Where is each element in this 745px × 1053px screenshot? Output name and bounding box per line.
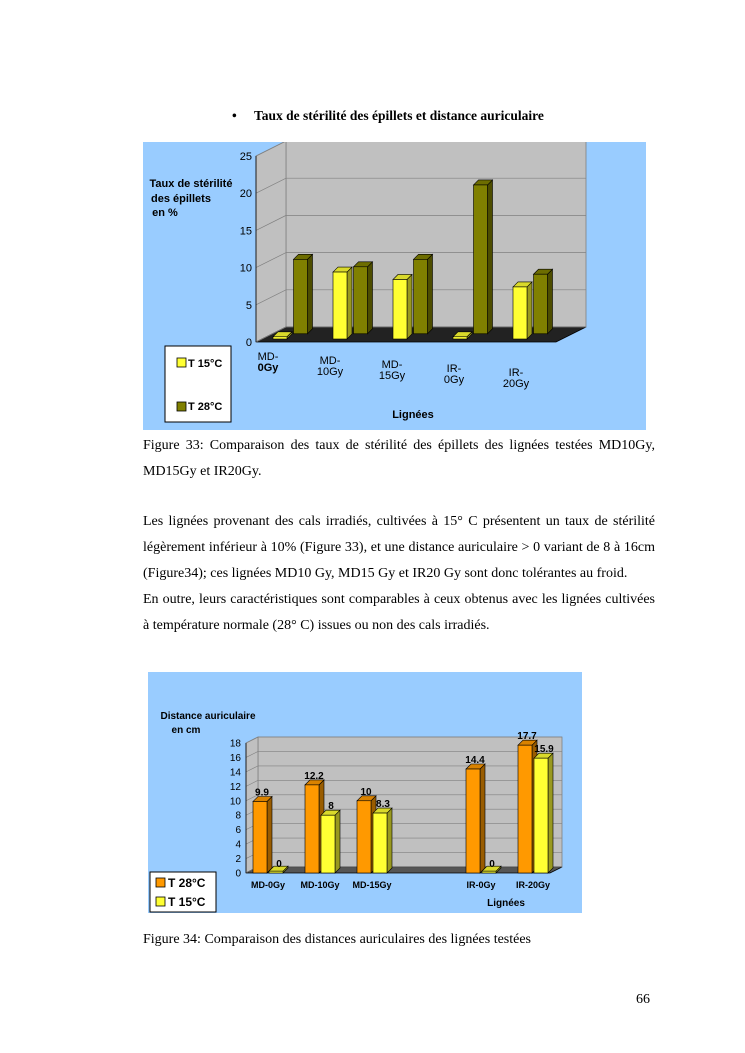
xtick-label: IR-0Gy — [466, 880, 496, 890]
chart-sterility-xlabel: Lignées — [392, 409, 434, 421]
bar-T 15°C-IR-20Gy — [534, 753, 553, 873]
paragraph-2: En outre, leurs caractéristiques sont comparables à ceux obtenus avec les lignées cultivées à température normale (28° C) issues ou non des cals irradiés. — [143, 592, 655, 633]
legend-label-28: T 28°C — [168, 876, 206, 890]
data-label: 8.3 — [376, 799, 390, 811]
xtick-label: 20Gy — [502, 378, 530, 390]
ytick-label: 10 — [239, 262, 252, 275]
ytick-label: 18 — [229, 738, 241, 750]
chart-sterility-ylabel-3: en % — [152, 207, 178, 219]
bar-T 15°C-MD-10Gy — [321, 810, 340, 873]
data-label: 0 — [276, 859, 282, 870]
chart-sterility-ylabel-1: Taux de stérilité — [149, 178, 233, 190]
chart-sterility — [143, 142, 646, 430]
data-label: 9.9 — [255, 787, 269, 799]
ytick-label: 2 — [235, 854, 241, 866]
page-number: 66 — [636, 992, 650, 1007]
legend-swatch-15 — [177, 358, 186, 367]
xtick-label: 10Gy — [316, 366, 344, 378]
side-wall — [256, 142, 286, 342]
ytick-label: 12 — [229, 781, 241, 793]
data-label: 17.7 — [517, 731, 537, 743]
legend-swatch-28 — [177, 402, 186, 411]
xtick-label: 15Gy — [378, 370, 406, 382]
bar-T 28°C-MD-15Gy — [414, 254, 433, 333]
ytick-label: 8 — [235, 810, 241, 822]
chart-auricle-xlabel: Lignées — [487, 898, 525, 909]
xtick-label: MD- — [319, 355, 341, 367]
legend-label-28: T 28°C — [188, 401, 223, 413]
xtick-label: MD-15Gy — [352, 880, 392, 890]
section-heading — [232, 108, 544, 124]
figure-34-caption: Figure 34: Comparaison des distances auriculaires des lignées testées — [143, 932, 532, 947]
xtick-label: MD-0Gy — [250, 880, 286, 890]
floor — [246, 867, 562, 873]
ytick-label: 25 — [239, 151, 252, 163]
bar-T 28°C-MD-10Gy — [354, 262, 373, 334]
chart-sterility-ylabel-2: des épillets — [151, 193, 211, 205]
xtick-label: MD- — [257, 351, 279, 363]
data-label: 10 — [360, 786, 372, 798]
data-label: 15.9 — [534, 744, 554, 756]
figure-33-caption: Figure 33: Comparaison des taux de stérilité des épillets des lignées testées MD10Gy, MD15Gy et IR20Gy. — [143, 438, 655, 479]
xtick-label: IR-20Gy — [515, 880, 551, 890]
xtick-label: 0Gy — [443, 374, 465, 386]
chart-auricle-legend — [150, 872, 216, 912]
chart-auricle-distance — [148, 672, 582, 913]
data-label: 14.4 — [465, 755, 485, 766]
bullet: • — [232, 108, 237, 123]
ytick-label: 5 — [245, 299, 252, 312]
bar-T 15°C-MD-15Gy — [393, 274, 412, 339]
body-text — [143, 509, 655, 639]
bar-T 28°C-IR-0Gy — [474, 180, 493, 334]
ytick-label: 15 — [239, 225, 252, 238]
bar-T 15°C-IR-20Gy — [513, 282, 532, 339]
bar-T 28°C-MD-0Gy — [253, 797, 272, 874]
data-label: 0 — [489, 859, 495, 870]
ytick-label: 0 — [245, 337, 252, 349]
chart-auricle-ylabel-1: Distance auriculaire — [160, 711, 256, 722]
bar-T 15°C-MD-15Gy — [373, 808, 392, 873]
legend-swatch-28 — [156, 878, 165, 887]
xtick-label: MD-10Gy — [300, 880, 340, 890]
legend-label-15: T 15°C — [188, 358, 223, 370]
ytick-label: 10 — [229, 796, 241, 808]
bar-T 28°C-IR-0Gy — [466, 764, 485, 873]
xtick-label: IR- — [446, 363, 462, 375]
chart-sterility-legend — [165, 346, 231, 422]
data-label: 8 — [328, 801, 334, 813]
ytick-label: 0 — [235, 868, 241, 880]
section-heading-text: Taux de stérilité des épillets et distance auriculaire — [254, 108, 544, 123]
paragraph-1: Les lignées provenant des cals irradiés, cultivées à 15° C présentent un taux de stérilité légèrement inférieur à 10% (Figure 33), et une distance auriculaire > 0 variant de 8 à 16cm (Figure34); ces lignées MD10 Gy, MD15 Gy et IR20 Gy sont donc tolérantes au froid. — [143, 514, 655, 581]
back-wall — [258, 737, 562, 867]
bar-T 28°C-MD-0Gy — [294, 254, 313, 333]
bar-T 28°C-IR-20Gy — [534, 269, 553, 334]
legend-label-15: T 15°C — [168, 895, 206, 909]
bar-T 15°C-MD-10Gy — [333, 267, 352, 339]
ytick-label: 14 — [229, 767, 241, 779]
ytick-label: 4 — [235, 839, 241, 851]
xtick-label: MD- — [381, 359, 403, 371]
xtick-label: IR- — [508, 367, 524, 379]
chart-auricle-ylabel-2: en cm — [171, 725, 201, 736]
xtick-label: 0Gy — [257, 362, 279, 374]
ytick-label: 16 — [229, 752, 241, 764]
data-label: 12.2 — [304, 770, 324, 782]
legend-swatch-15 — [156, 897, 165, 906]
ytick-label: 6 — [235, 825, 241, 837]
ytick-label: 20 — [239, 188, 252, 201]
